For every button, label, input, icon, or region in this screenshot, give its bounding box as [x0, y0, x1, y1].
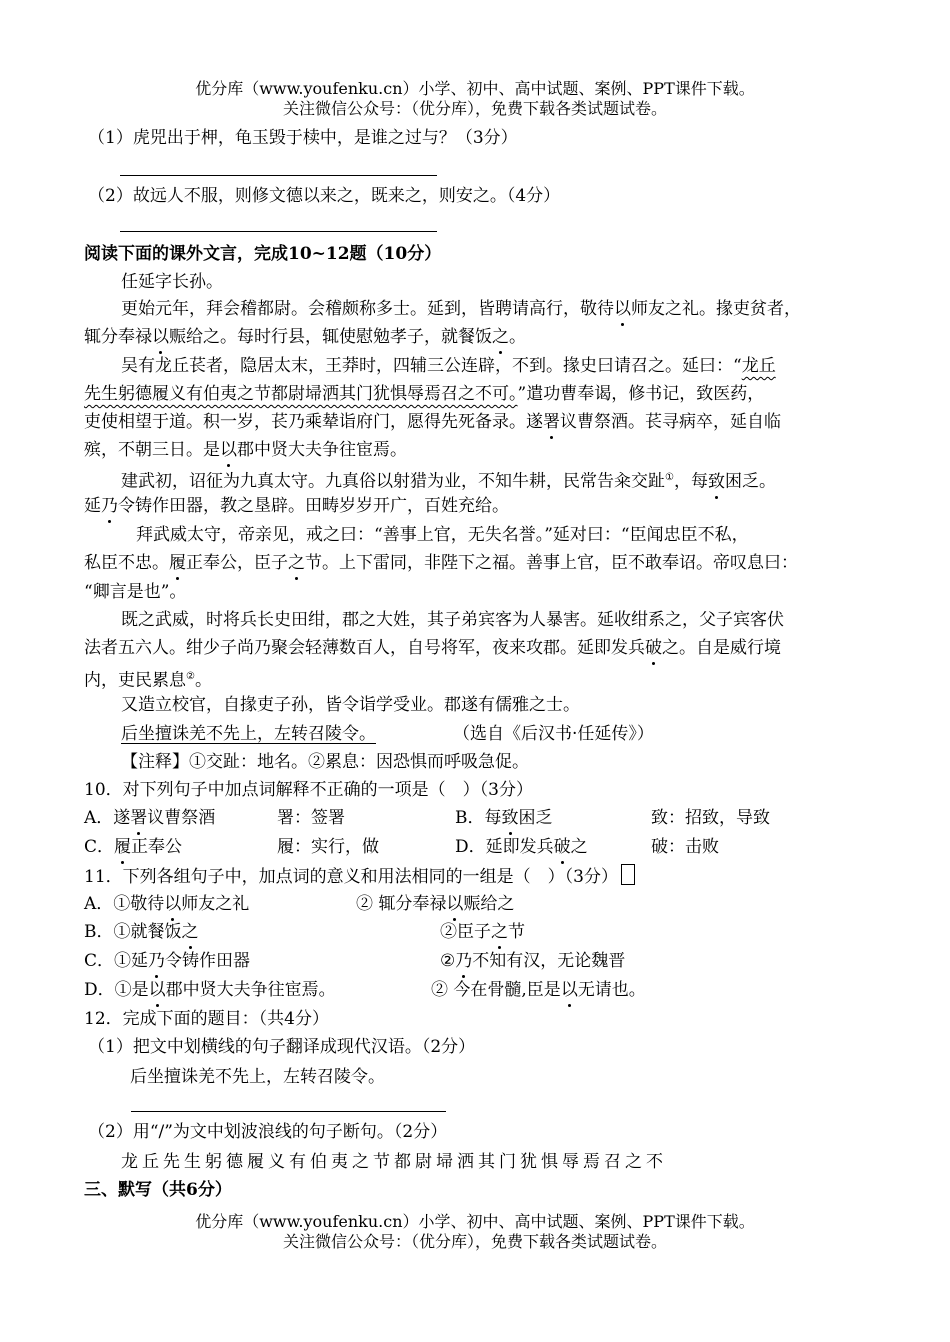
q11-option-c[interactable]: C．①延乃令铸作田器: [84, 951, 251, 971]
passage-line: “卿言是也”。: [84, 582, 187, 602]
header-line-1: 优分库（www.youfenku.cn）小学、初中、高中试题、案例、PPT课件下载。: [195, 79, 755, 98]
dotted-word: 之: [491, 922, 508, 942]
dotted-word: 乃: [148, 951, 166, 971]
footnote-marker: ②: [186, 671, 195, 682]
passage-line: 拜武威太守，帝亲见，戒之曰：“善事上官，无失名誉。”延对曰：“臣闻忠臣不私，: [136, 525, 749, 545]
passage-line: 殡，不朝三日。是以郡中贤大夫争往宦焉。: [84, 440, 407, 460]
passage-line: 法者五六人。绀少子尚乃聚会轻薄数百人，自号将军，夜来攻郡。延即发兵破之。自是威行境: [84, 638, 781, 658]
dotted-word: 以: [446, 894, 464, 914]
question-10-stem: 10．对下列句子中加点词解释不正确的一项是（ ）（3分）: [84, 780, 533, 800]
dotted-word: 致: [707, 471, 725, 492]
dotted-word: 以: [614, 299, 631, 319]
question-12-sub1: （1）把文中划横线的句子翻译成现代汉语。（2分）: [88, 1037, 476, 1057]
passage-line: 内，吏民累息②。: [84, 670, 212, 691]
passage-line: 吏使相望于道。积一岁，苌乃乘辇诣府门，愿得先死备录。遂署议曹祭酒。苌寻病卒，延自临: [84, 412, 781, 432]
dotted-word: 以: [148, 980, 166, 1000]
q11-option-d[interactable]: D．①是以郡中贤大夫争往宦焉。: [84, 980, 336, 1000]
q10-gloss-c: 履：实行，做: [277, 837, 379, 857]
dotted-word: 以: [560, 980, 578, 1000]
dotted-word: 以: [152, 327, 169, 347]
passage-line: 既之武威，时将兵长史田绀，郡之大姓，其子弟宾客为人暴害。延收绀系之，父子宾客伏: [121, 610, 784, 630]
dotted-word: 之: [288, 553, 305, 573]
question-12-sub1-text: 后坐擅诛羌不先上，左转召陵令。: [130, 1067, 385, 1087]
header-line-2: 关注微信公众号：（优分库），免费下载各类试题试卷。: [282, 99, 667, 118]
passage-line: 更始元年，拜会稽都尉。会稽颇称多士。延到，皆聘请高行，敬待以师友之礼。掾吏贫者，: [121, 299, 801, 319]
q11-option-a[interactable]: A．①敬待以师友之礼: [84, 894, 250, 914]
passage-line: 辄分奉禄以赈给之。每时行县，辄使慰勉孝子，就餐饭之。: [84, 327, 526, 347]
q11-option-a-second: ② 辄分奉禄以赈给之: [356, 894, 515, 914]
q10-option-a[interactable]: A．遂署议曹祭酒: [84, 808, 216, 828]
passage-line: 吴有龙丘苌者，隐居太末，王莽时，四辅三公连辟，不到。掾史曰请召之。延曰：“龙丘: [121, 356, 776, 376]
prev-question-2: （2）故远人不服，则修文德以来之，既来之，则安之。（4分）: [88, 186, 561, 206]
question-11-stem: 11．下列各组句子中，加点词的意义和用法相同的一组是（ ）（3分）: [84, 864, 635, 889]
q10-option-b[interactable]: B．每致困乏: [455, 808, 553, 828]
answer-blank-12-1[interactable]: [131, 1111, 446, 1112]
passage-line: 又造立校官，自掾吏子孙，皆令诣学受业。郡遂有儒雅之士。: [121, 695, 580, 715]
passage-line: 私臣不忠。履正奉公，臣子之节。上下雷同，非陛下之福。善事上官，臣不敢奉诏。帝叹息曰：: [84, 553, 798, 573]
passage-line: 先生躬德履义有伯夷之节都尉埽洒其门犹惧辱焉召之不可。”遣功曹奉谒，修书记，致医药，: [84, 384, 765, 404]
q10-gloss-d: 破：击败: [651, 837, 719, 857]
dotted-word: 之: [181, 922, 199, 942]
question-12-stem: 12．完成下面的题目：（共4分）: [84, 1009, 329, 1029]
section-3-title: 三、默写（共6分）: [84, 1180, 232, 1200]
dotted-word: 乃: [455, 951, 473, 971]
footer-line-1: 优分库（www.youfenku.cn）小学、初中、高中试题、案例、PPT课件下载。: [195, 1212, 755, 1231]
wavy-sentence: 先生躬德履义有伯夷之节都尉埽洒其门犹惧辱焉召之不可。: [84, 384, 518, 404]
reading-title: 阅读下面的课外文言，完成10~12题（10分）: [84, 244, 442, 264]
q11-option-b-second: ②臣子之节: [440, 922, 525, 942]
footer-line-2: 关注微信公众号：（优分库），免费下载各类试题试卷。: [282, 1232, 667, 1251]
wavy-sentence: 龙丘: [741, 356, 776, 376]
q10-gloss-b: 致：招致，导致: [651, 808, 770, 828]
underlined-sentence: 后坐擅诛羌不先上，左转召陵令。: [121, 724, 376, 744]
passage-line: 建武初，诏征为九真太守。九真俗以射猎为业，不知牛耕，民常告籴交趾①，每致困乏。: [121, 471, 776, 492]
dotted-word: 致: [501, 808, 519, 828]
question-12-sub2-text: 龙丘先生躬德履义有伯夷之节都尉埽洒其门犹惧辱焉召之不: [121, 1152, 667, 1172]
dotted-word: 以: [164, 894, 182, 914]
dotted-word: 破: [645, 638, 662, 658]
dotted-word: 署: [130, 808, 148, 828]
q11-option-b[interactable]: B．①就餐饭之: [84, 922, 199, 942]
dotted-word: 履: [114, 837, 132, 857]
prev-question-1: （1）虎兕出于柙，龟玉毁于椟中，是谁之过与？（3分）: [88, 128, 518, 148]
dotted-word: 署: [543, 412, 560, 432]
dotted-word: 破: [553, 837, 571, 857]
placeholder-box: [621, 864, 635, 885]
q11-option-c-second: ②乃不知有汉，无论魏晋: [440, 951, 626, 971]
passage-source: （选自《后汉书·任延传》）: [453, 724, 654, 744]
question-12-sub2: （2）用“/”为文中划波浪线的句子断句。（2分）: [88, 1122, 448, 1142]
annotation: 【注释】①交趾：地名。②累息：因恐惧而呼吸急促。: [121, 752, 529, 772]
q10-option-c[interactable]: C．履正奉公: [84, 837, 183, 857]
footnote-marker: ①: [665, 472, 674, 483]
passage-line: 任延字长孙。: [121, 272, 223, 292]
dotted-word: 之: [492, 327, 509, 347]
q11-option-d-second: ② 今在骨髓,臣是以无请也。: [431, 980, 646, 1000]
dotted-word: 乃: [101, 496, 118, 516]
passage-line: 延乃令铸作田器，教之垦辟。田畴岁岁开广，百姓充给。: [84, 496, 509, 516]
passage-line: [121, 722, 376, 746]
answer-blank-2[interactable]: [120, 231, 437, 232]
answer-blank-1[interactable]: [120, 175, 437, 176]
q10-option-d[interactable]: D．延即发兵破之: [455, 837, 588, 857]
dotted-word: 履: [169, 553, 186, 573]
dotted-word: 以: [220, 440, 237, 460]
q10-gloss-a: 署：签署: [277, 808, 345, 828]
